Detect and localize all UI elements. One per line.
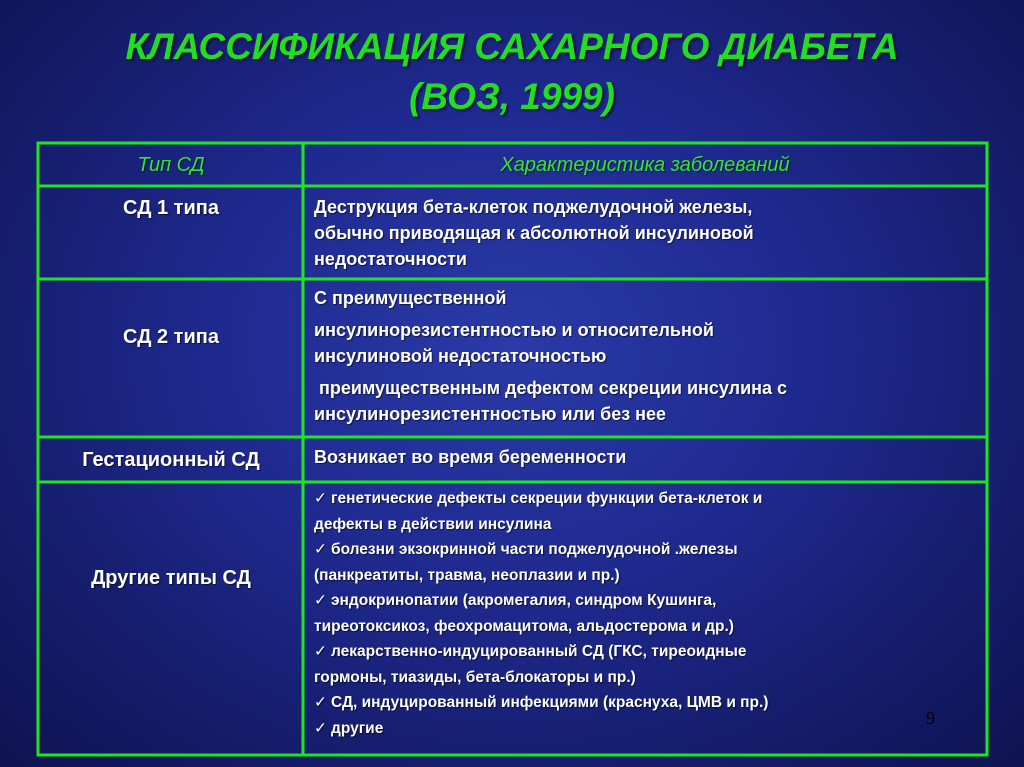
desc-line: Деструкция бета-клеток поджелудочной железы, xyxy=(314,197,753,217)
checkmark-icon: ✓ xyxy=(314,643,327,660)
checkmark-icon: ✓ xyxy=(314,694,327,711)
list-item: ✓ СД, индуцированный инфекциями (краснуха, ЦМВ и пр.) xyxy=(314,694,769,711)
row-desc-2 xyxy=(314,285,787,427)
row-type-4: Другие типы СД xyxy=(91,567,251,589)
list-item-continuation: дефекты в действии инсулина xyxy=(314,515,552,533)
list-item: ✓ генетические дефекты секреции функции бета-клеток и xyxy=(314,490,763,507)
desc-line: С преимущественной xyxy=(314,288,507,308)
header-type: Тип СД xyxy=(137,154,205,176)
row-desc-1 xyxy=(314,194,754,272)
desc-line: обычно приводящая к абсолютной инсулиновой xyxy=(314,223,754,243)
list-item-continuation: (панкреатиты, травма, неоплазии и пр.) xyxy=(314,566,620,584)
title-line-1: КЛАССИФИКАЦИЯ САХАРНОГО ДИАБЕТА xyxy=(125,26,899,67)
page-number: 9 xyxy=(926,708,935,728)
checkmark-icon: ✓ xyxy=(314,592,327,609)
page-title xyxy=(0,22,1024,122)
list-item: ✓ другие xyxy=(314,719,384,737)
header-characteristic: Характеристика заболеваний xyxy=(500,154,790,176)
desc-line: недостаточности xyxy=(314,249,467,269)
row-type-2: СД 2 типа xyxy=(123,326,219,348)
checkmark-icon: ✓ xyxy=(314,490,327,507)
desc-line: инсулинорезистентностью и относительной xyxy=(314,320,714,340)
list-item: ✓ эндокринопатии (акромегалия, синдром Кушинга, xyxy=(314,592,717,609)
list-item: ✓ лекарственно-индуцированный СД (ГКС, тиреоидные xyxy=(314,643,747,660)
checkmark-icon: ✓ xyxy=(314,719,327,737)
list-item-continuation: гормоны, тиазиды, бета-блокаторы и пр.) xyxy=(314,668,636,686)
row-desc-4 xyxy=(314,486,768,741)
list-item-continuation: тиреотоксикоз, феохромацитома, альдостерома и др.) xyxy=(314,617,734,635)
desc-line: инсулиновой недостаточностью xyxy=(314,346,607,366)
checkmark-icon: ✓ xyxy=(314,541,327,558)
desc-line: преимущественным дефектом секреции инсулина с xyxy=(314,378,788,398)
desc-line: инсулинорезистентностью или без нее xyxy=(314,404,667,424)
row-desc-3: Возникает во время беременности xyxy=(314,447,627,467)
list-item: ✓ болезни экзокринной части поджелудочной .железы xyxy=(314,541,738,558)
title-line-2: (ВОЗ, 1999) xyxy=(409,76,615,117)
row-type-3: Гестационный СД xyxy=(82,449,260,471)
row-type-1: СД 1 типа xyxy=(123,197,219,219)
